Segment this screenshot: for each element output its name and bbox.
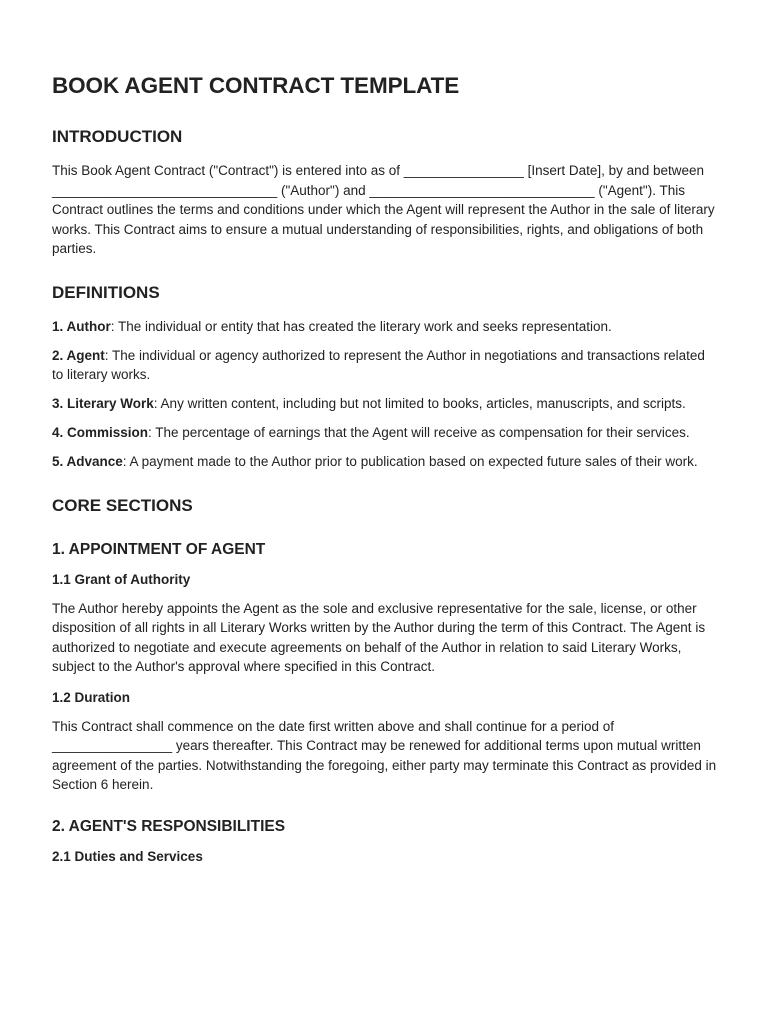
introduction-paragraph: This Book Agent Contract ("Contract") is entered into as of ________________ [Insert Date], by and between ______________________________ ("Author") and ______________________________ ("Agent"). This Contract outlines the terms and conditions under which the Agent will represent the Author in the sale of literary works. This Contract aims to ensure a mutual understanding of responsibilities, rights, and obligations of both parties. — [52, 163, 715, 256]
subsection-1-2-heading: 1.2 Duration — [52, 689, 131, 705]
definition-term: 2. Agent — [52, 347, 105, 363]
definition-item — [52, 394, 718, 414]
definition-item — [52, 452, 718, 472]
subsection-1-1-paragraph: The Author hereby appoints the Agent as the sole and exclusive representative for the sale, license, or other disposition of all rights in all Literary Works written by the Author during the term of this Contract. The Agent is authorized to negotiate and execute agreements on behalf of the Author in relation to said Literary Works, subject to the Author's approval where specified in this Contract. — [52, 600, 706, 674]
section-2-heading: 2. AGENT'S RESPONSIBILITIES — [52, 817, 286, 835]
definition-item — [52, 423, 718, 443]
definition-text: : A payment made to the Author prior to publication based on expected future sales of their work. — [122, 454, 698, 469]
core-sections-heading: CORE SECTIONS — [52, 495, 193, 515]
definition-text: : The individual or entity that has created the literary work and seeks representation. — [110, 318, 612, 334]
section-1-heading: 1. APPOINTMENT OF AGENT — [52, 540, 266, 558]
definition-term: 3. Literary Work — [52, 396, 154, 411]
definition-item — [52, 346, 718, 385]
definition-text: : The individual or agency authorized to represent the Author in negotiations and transactions related to literary works. — [52, 347, 705, 382]
document-title: BOOK AGENT CONTRACT TEMPLATE — [52, 73, 460, 98]
definition-text: : The percentage of earnings that the Agent will receive as compensation for their services. — [148, 425, 690, 440]
introduction-heading: INTRODUCTION — [52, 127, 183, 146]
definition-item — [52, 317, 718, 337]
definitions-heading: DEFINITIONS — [52, 282, 160, 302]
subsection-1-2-paragraph: This Contract shall commence on the date first written above and shall continue for a period of ________________ years thereafter. This Contract may be renewed for additional terms upon mutual written agreement of the parties. Notwithstanding the foregoing, either party may terminate this Contract as provided in Section 6 herein. — [52, 718, 717, 792]
subsection-2-1-heading: 2.1 Duties and Services — [52, 848, 203, 864]
definition-term: 1. Author — [52, 318, 111, 334]
subsection-1-1-heading: 1.1 Grant of Authority — [52, 571, 191, 587]
definition-text: : Any written content, including but not limited to books, articles, manuscripts, and scripts. — [153, 396, 686, 411]
definition-term: 5. Advance — [52, 454, 123, 469]
definition-term: 4. Commission — [52, 425, 149, 440]
